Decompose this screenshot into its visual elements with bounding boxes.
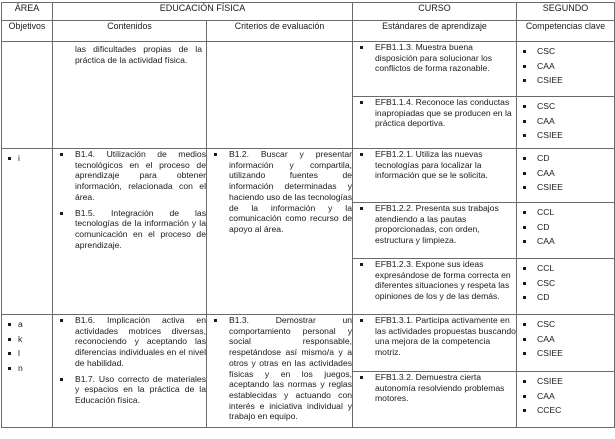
objective-item: i <box>18 153 20 163</box>
course-label: CURSO <box>353 3 517 21</box>
competences-cell <box>517 372 615 428</box>
criterion-item: B1.3. Demostrar un comportamiento personal y social responsable, respetándose así mismo/a y a otros y otras en las actividades físicas y en los juegos, aceptando las normas y reglas establecidas y actuando con interés e iniciativa individual y trabajo en equipo. <box>229 315 353 422</box>
column-header-standards: Estándares de aprendizaje <box>353 21 517 42</box>
bullet-icon <box>360 263 363 266</box>
standard-text: EFB1.1.4. Reconoce las conductas inapropiadas que se producen en la práctica deportiva. <box>375 97 512 129</box>
criterion-item: B1.2. Buscar y presentar información y compartila, utilizando fuentes de información determinadas y haciendo uso de las tecnologías de la información y la comunicación como recurso de apoyo al área. <box>229 149 353 234</box>
competence-item: CD <box>537 153 550 163</box>
competence-item: CSIEE <box>537 376 563 387</box>
bullet-icon <box>60 212 63 215</box>
criteria-cell <box>207 149 353 315</box>
bullet-icon <box>8 323 11 326</box>
bullet-icon <box>523 282 526 285</box>
bullet-icon <box>523 105 526 108</box>
criteria-cell <box>207 42 353 149</box>
contents-cell <box>53 315 207 428</box>
objectives-cell <box>2 42 53 149</box>
competence-item: CD <box>537 292 550 302</box>
standard-text: EFB1.1.3. Muestra buena disposición para solucionar los conflictos de forma razonable. <box>375 42 493 74</box>
bullet-icon <box>523 226 526 229</box>
bullet-icon <box>523 296 526 299</box>
bullet-icon <box>8 367 11 370</box>
bullet-icon <box>8 338 11 341</box>
standard-text: EFB1.2.2. Presenta sus trabajos atendiendo a las pautas proporcionadas, con orden, estructura y limpieza. <box>375 203 499 246</box>
table-row <box>2 315 615 372</box>
competence-item: CSIEE <box>537 182 563 192</box>
table-row <box>2 42 615 97</box>
standard-text: EFB1.3.2. Demuestra cierta autonomía resolviendo problemas motores. <box>375 372 505 404</box>
competence-item: CAA <box>537 390 555 401</box>
competence-item: CSC <box>537 277 556 288</box>
bullet-icon <box>360 376 363 379</box>
competences-cell <box>517 42 615 97</box>
standard-cell <box>353 203 517 259</box>
objective-item: l <box>18 348 20 358</box>
standard-cell <box>353 97 517 149</box>
header-row <box>2 3 615 21</box>
bullet-icon <box>60 153 63 156</box>
standard-text: EFB1.2.3. Expone sus ideas expresándose de forma correcta en diferentes situaciones y respeta las opiniones de los y de las demás. <box>375 259 511 302</box>
contents-continued-text: las dificultades propias de la práctica de la actividad física. <box>75 44 202 65</box>
bullet-icon <box>523 50 526 53</box>
bullet-icon <box>523 186 526 189</box>
bullet-icon <box>523 323 526 326</box>
bullet-icon <box>523 338 526 341</box>
course-value: SEGUNDO <box>517 3 615 21</box>
competences-cell <box>517 203 615 259</box>
content-item: B1.6. Implicación activa en actividades motrices diversas, reconociendo y aceptando las diferencias individuales en el nivel de habilidad. <box>75 315 206 368</box>
bullet-icon <box>360 207 363 210</box>
competence-item: CCEC <box>537 405 562 416</box>
competence-item: CSIEE <box>537 130 563 140</box>
curriculum-table <box>1 2 615 428</box>
column-header-row <box>2 21 615 42</box>
column-header-contents: Contenidos <box>53 21 207 42</box>
bullet-icon <box>523 120 526 123</box>
standard-cell <box>353 42 517 97</box>
objectives-cell <box>2 315 53 428</box>
competence-item: CSC <box>537 46 556 56</box>
competence-item: CD <box>537 221 550 232</box>
column-header-objectives: Objetivos <box>2 21 53 42</box>
standard-text: EFB1.3.1. Participa activamente en las actividades propuestas buscando una mejora de la competencia motriz. <box>375 315 516 358</box>
bullet-icon <box>360 46 363 49</box>
competence-item: CCL <box>537 263 555 273</box>
bullet-icon <box>60 319 63 322</box>
area-label: ÁREA <box>2 3 53 21</box>
competence-item: CSC <box>537 319 556 329</box>
content-item: B1.7. Uso correcto de materiales y espacios en la práctica de la Educación física. <box>75 373 206 405</box>
bullet-icon <box>523 409 526 412</box>
competence-item: CSC <box>537 101 556 111</box>
standard-cell <box>353 259 517 315</box>
bullet-icon <box>523 267 526 270</box>
competence-item: CAA <box>537 60 555 71</box>
bullet-icon <box>523 65 526 68</box>
content-item: B1.4. Utilización de medios tecnológicos en el proceso de aprendizaje para obtener información, relacionada con el área. <box>75 149 206 202</box>
bullet-icon <box>360 153 363 156</box>
competence-item: CAA <box>537 236 555 246</box>
bullet-icon <box>60 378 63 381</box>
standard-cell <box>353 315 517 372</box>
bullet-icon <box>523 134 526 137</box>
bullet-icon <box>8 352 11 355</box>
content-item: B1.5. Integración de las tecnologías de la información y la comunicación en el proceso de aprendizaje. <box>75 207 206 250</box>
competences-cell <box>517 259 615 315</box>
table-row <box>2 149 615 203</box>
competence-item: CAA <box>537 115 555 126</box>
objectives-cell <box>2 149 53 315</box>
bullet-icon <box>523 172 526 175</box>
standard-cell <box>353 149 517 203</box>
objective-item: k <box>18 333 23 344</box>
competence-item: CAA <box>537 333 555 344</box>
competence-item: CCL <box>537 207 555 217</box>
standard-text: EFB1.2.1. Utiliza las nuevas tecnologías para localizar la información que se le solicita. <box>375 149 488 181</box>
bullet-icon <box>360 319 363 322</box>
bullet-icon <box>214 319 217 322</box>
bullet-icon <box>214 153 217 156</box>
competence-item: CAA <box>537 167 555 178</box>
contents-cell <box>53 149 207 315</box>
objective-item: n <box>18 362 23 373</box>
bullet-icon <box>523 240 526 243</box>
bullet-icon <box>523 352 526 355</box>
bullet-icon <box>523 157 526 160</box>
column-header-criteria: Criterios de evaluación <box>207 21 353 42</box>
competences-cell <box>517 97 615 149</box>
competences-cell <box>517 315 615 372</box>
competences-cell <box>517 149 615 203</box>
bullet-icon <box>360 101 363 104</box>
bullet-icon <box>523 380 526 383</box>
bullet-icon <box>523 211 526 214</box>
contents-cell <box>53 42 207 149</box>
competence-item: CSIEE <box>537 75 563 85</box>
competence-item: CSIEE <box>537 348 563 358</box>
bullet-icon <box>523 79 526 82</box>
bullet-icon <box>8 157 11 160</box>
subject-title: EDUCACIÓN FÍSICA <box>53 3 353 21</box>
column-header-competences: Competencias clave <box>517 21 615 42</box>
standard-cell <box>353 372 517 428</box>
criteria-cell <box>207 315 353 428</box>
objective-item: a <box>18 319 23 329</box>
bullet-icon <box>523 395 526 398</box>
